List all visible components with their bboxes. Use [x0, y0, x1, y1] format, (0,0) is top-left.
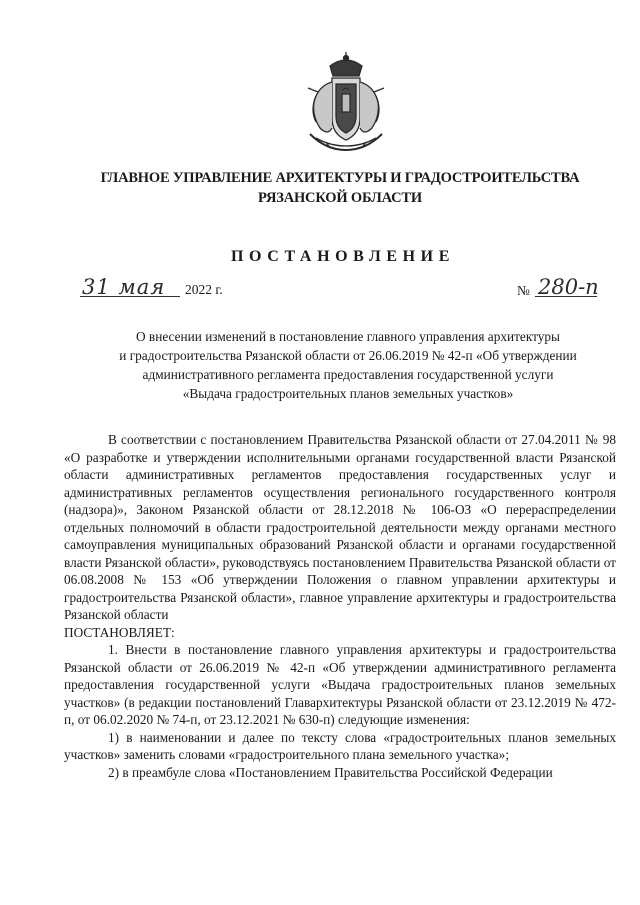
date-number-row: [0, 275, 640, 305]
number-sign: №: [517, 283, 530, 298]
item-1-paragraph: 1. Внести в постановление главного управления архитектуры и градостроительства Рязанской области от 26.06.2019 № 42-п «Об утверждении административного регламента предоставления государственной услуги «Выдача градостроительных планов земельных участков» (в редакции постановлений Главархитектуры Рязанской области от 23.12.2019 № 472-п, от 06.02.2020 № 74-п, от 23.12.2021 № 630-п) следующие изменения:: [64, 642, 616, 727]
date-underline: [80, 296, 180, 297]
document-type-title: [0, 248, 640, 266]
authority-line-2: РЯЗАНСКОЙ ОБЛАСТИ: [258, 190, 422, 206]
subject-line-3: административного регламента предоставления государственной услуги: [142, 367, 554, 382]
issuing-authority: [0, 168, 640, 208]
number-underline: [535, 296, 597, 297]
subject-line-1: О внесении изменений в постановление главного управления архитектуры: [136, 329, 560, 344]
subject-line-4: «Выдача градостроительных планов земельных участков»: [182, 386, 514, 401]
date-year: 2022 г.: [185, 282, 223, 297]
item-1-subitem-1: 1) в наименовании и далее по тексту слова «градостроительных планов земельных участков» заменить словами «градостроительного плана земельного участка»;: [64, 729, 616, 762]
document-type-label: ПОСТАНОВЛЕНИЕ: [231, 248, 455, 265]
coat-of-arms-emblem: [296, 52, 396, 154]
item-1-subitem-2: 2) в преамбуле слова «Постановлением Правительства Российской Федерации: [108, 764, 553, 780]
subject-line-2: и градостроительства Рязанской области от 26.06.2019 № 42-п «Об утверждении: [119, 348, 577, 363]
authority-line-1: ГЛАВНОЕ УПРАВЛЕНИЕ АРХИТЕКТУРЫ И ГРАДОСТРОИТЕЛЬСТВА: [100, 170, 580, 186]
preamble-paragraph: В соответствии с постановлением Правительства Рязанской области от 27.04.2011 № 98 «О разработке и утверждении исполнительными органами государственной власти Рязанской области административных регламентов предоставления государственных услуг и административных регламентов осуществления регионального государственного контроля (надзора)», Законом Рязанской области от 28.12.2018 № 106-ОЗ «О перераспределении отдельных полномочий в области градостроительной деятельности между органами местного самоуправления муниципальных образований Рязанской области и органами государственной власти Рязанской области», руководствуясь постановлением Правительства Рязанской области от 06.08.2008 № 153 «Об утверждении Положения о главном управлении архитектуры и градостроительства Рязанской области», главное управление архитектуры и градостроительства Рязанской области: [64, 432, 616, 622]
handwritten-date: 31 мая: [82, 275, 166, 299]
decree-word: ПОСТАНОВЛЯЕТ:: [64, 624, 175, 640]
document-body: [64, 431, 616, 781]
handwritten-number: 280-п: [538, 275, 599, 299]
document-subject: [80, 327, 616, 403]
